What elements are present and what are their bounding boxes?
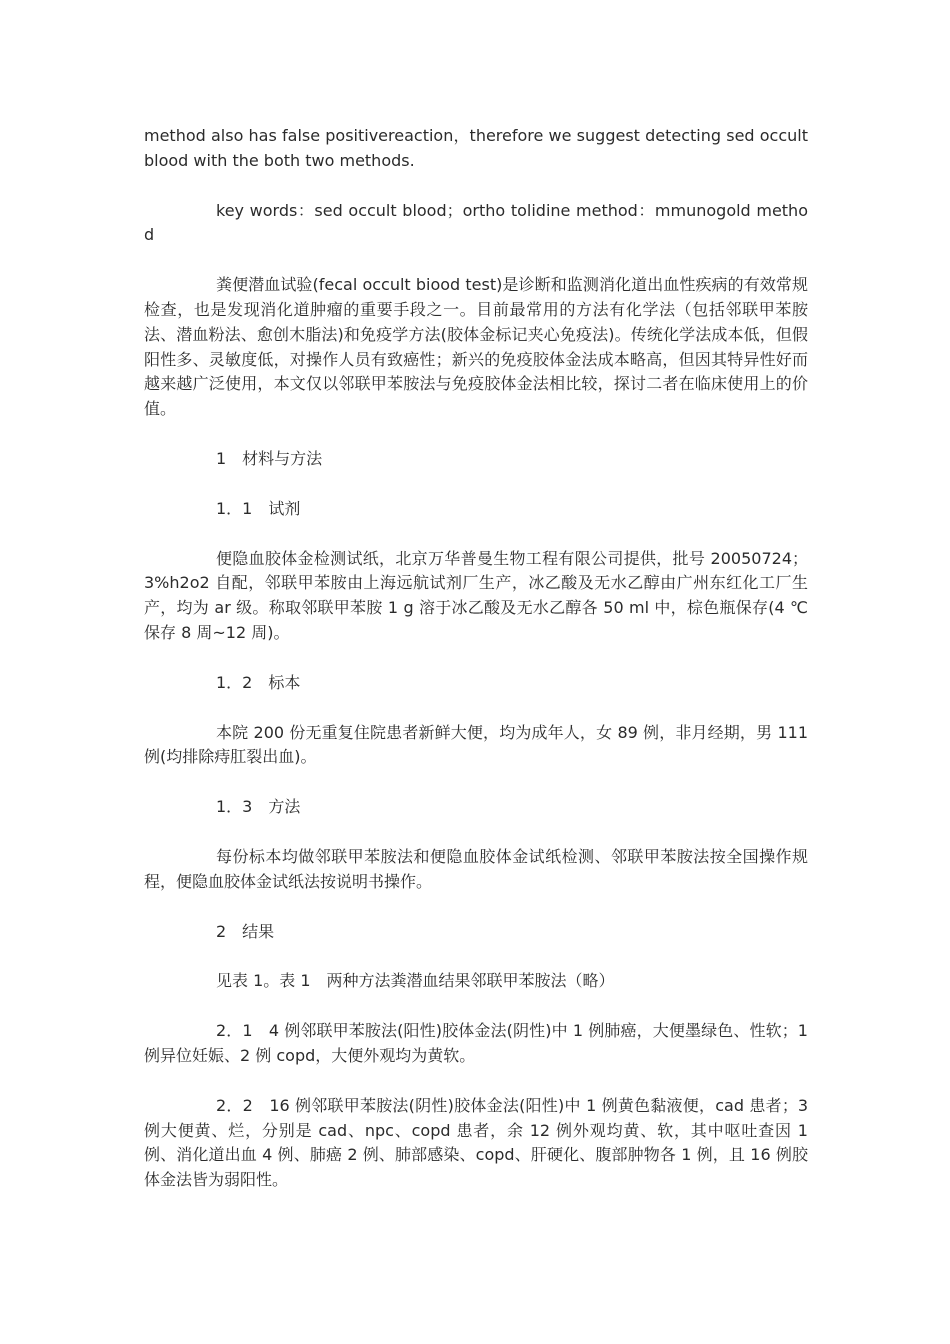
results-intro-paragraph: 见表 1。表 1 两种方法粪潜血结果邻联甲苯胺法（略） [216, 971, 615, 991]
reagents-paragraph: 便隐血胶体金检测试纸，北京万华普曼生物工程有限公司提供，批号 20050724；3%h2o2 自配，邻联甲苯胺由上海远航试剂厂生产，冰乙酸及无水乙醇由广州东红化工厂生产，均为 ar 级。称取邻联甲苯胺 1 g 溶于冰乙酸及无水乙醇各 50 ml 中，棕色瓶保存(4 ℃保存 8 周~12 周)。 [144, 548, 808, 642]
keywords-paragraph: key words：sed occult blood；ortho tolidine method：mmunogold method [144, 200, 808, 245]
subsection-heading-specimens: 1．2 标本 [216, 672, 301, 692]
abstract-continuation: method also has false positivereaction，therefore we suggest detecting sed occult blood with the both two methods. [144, 126, 808, 170]
introduction-paragraph: 粪便潜血试验(fecal occult biood test)是诊断和监测消化道出血性疾病的有效常规检查，也是发现消化道肿瘤的重要手段之一。目前最常用的方法有化学法（包括邻联甲苯胺法、潜血粉法、愈创木脂法)和免疫学方法(胶体金标记夹心免疫法)。传统化学法成本低，但假阳性多、灵敏度低，对操作人员有致癌性；新兴的免疫胶体金法成本略高，但因其特异性好而越来越广泛使用，本文仅以邻联甲苯胺法与免疫胶体金法相比较，探讨二者在临床使用上的价值。 [144, 275, 808, 419]
method-paragraph: 每份标本均做邻联甲苯胺法和便隐血胶体金试纸检测、邻联甲苯胺法按全国操作规程，便隐血胶体金试纸法按说明书操作。 [144, 846, 808, 891]
result-2-2-paragraph: 2．2 16 例邻联甲苯胺法(阴性)胶体金法(阳性)中 1 例黄色黏液便，cad 患者；3 例大便黄、烂，分别是 cad、npc、copd 患者，余 12 例外观均黄、软，其中呕吐查因 1 例、消化道出血 4 例、肺癌 2 例、肺部感染、copd、肝硬化、腹部肿物各 1 例，且 16 例胶体金法皆为弱阳性。 [144, 1095, 808, 1190]
section-heading-results: 2 结果 [216, 921, 275, 941]
section-heading-materials-methods: 1 材料与方法 [216, 448, 323, 468]
result-2-1-paragraph: 2．1 4 例邻联甲苯胺法(阳性)胶体金法(阴性)中 1 例肺癌，大便墨绿色、性软；1 例异位妊娠、2 例 copd，大便外观均为黄软。 [144, 1021, 808, 1065]
subsection-heading-reagents: 1．1 试剂 [216, 498, 301, 518]
specimens-paragraph: 本院 200 份无重复住院患者新鲜大便，均为成年人，女 89 例，非月经期，男 111 例(均排除痔肛裂出血)。 [144, 722, 808, 767]
document-page [144, 124, 808, 1218]
subsection-heading-method: 1．3 方法 [216, 797, 301, 817]
